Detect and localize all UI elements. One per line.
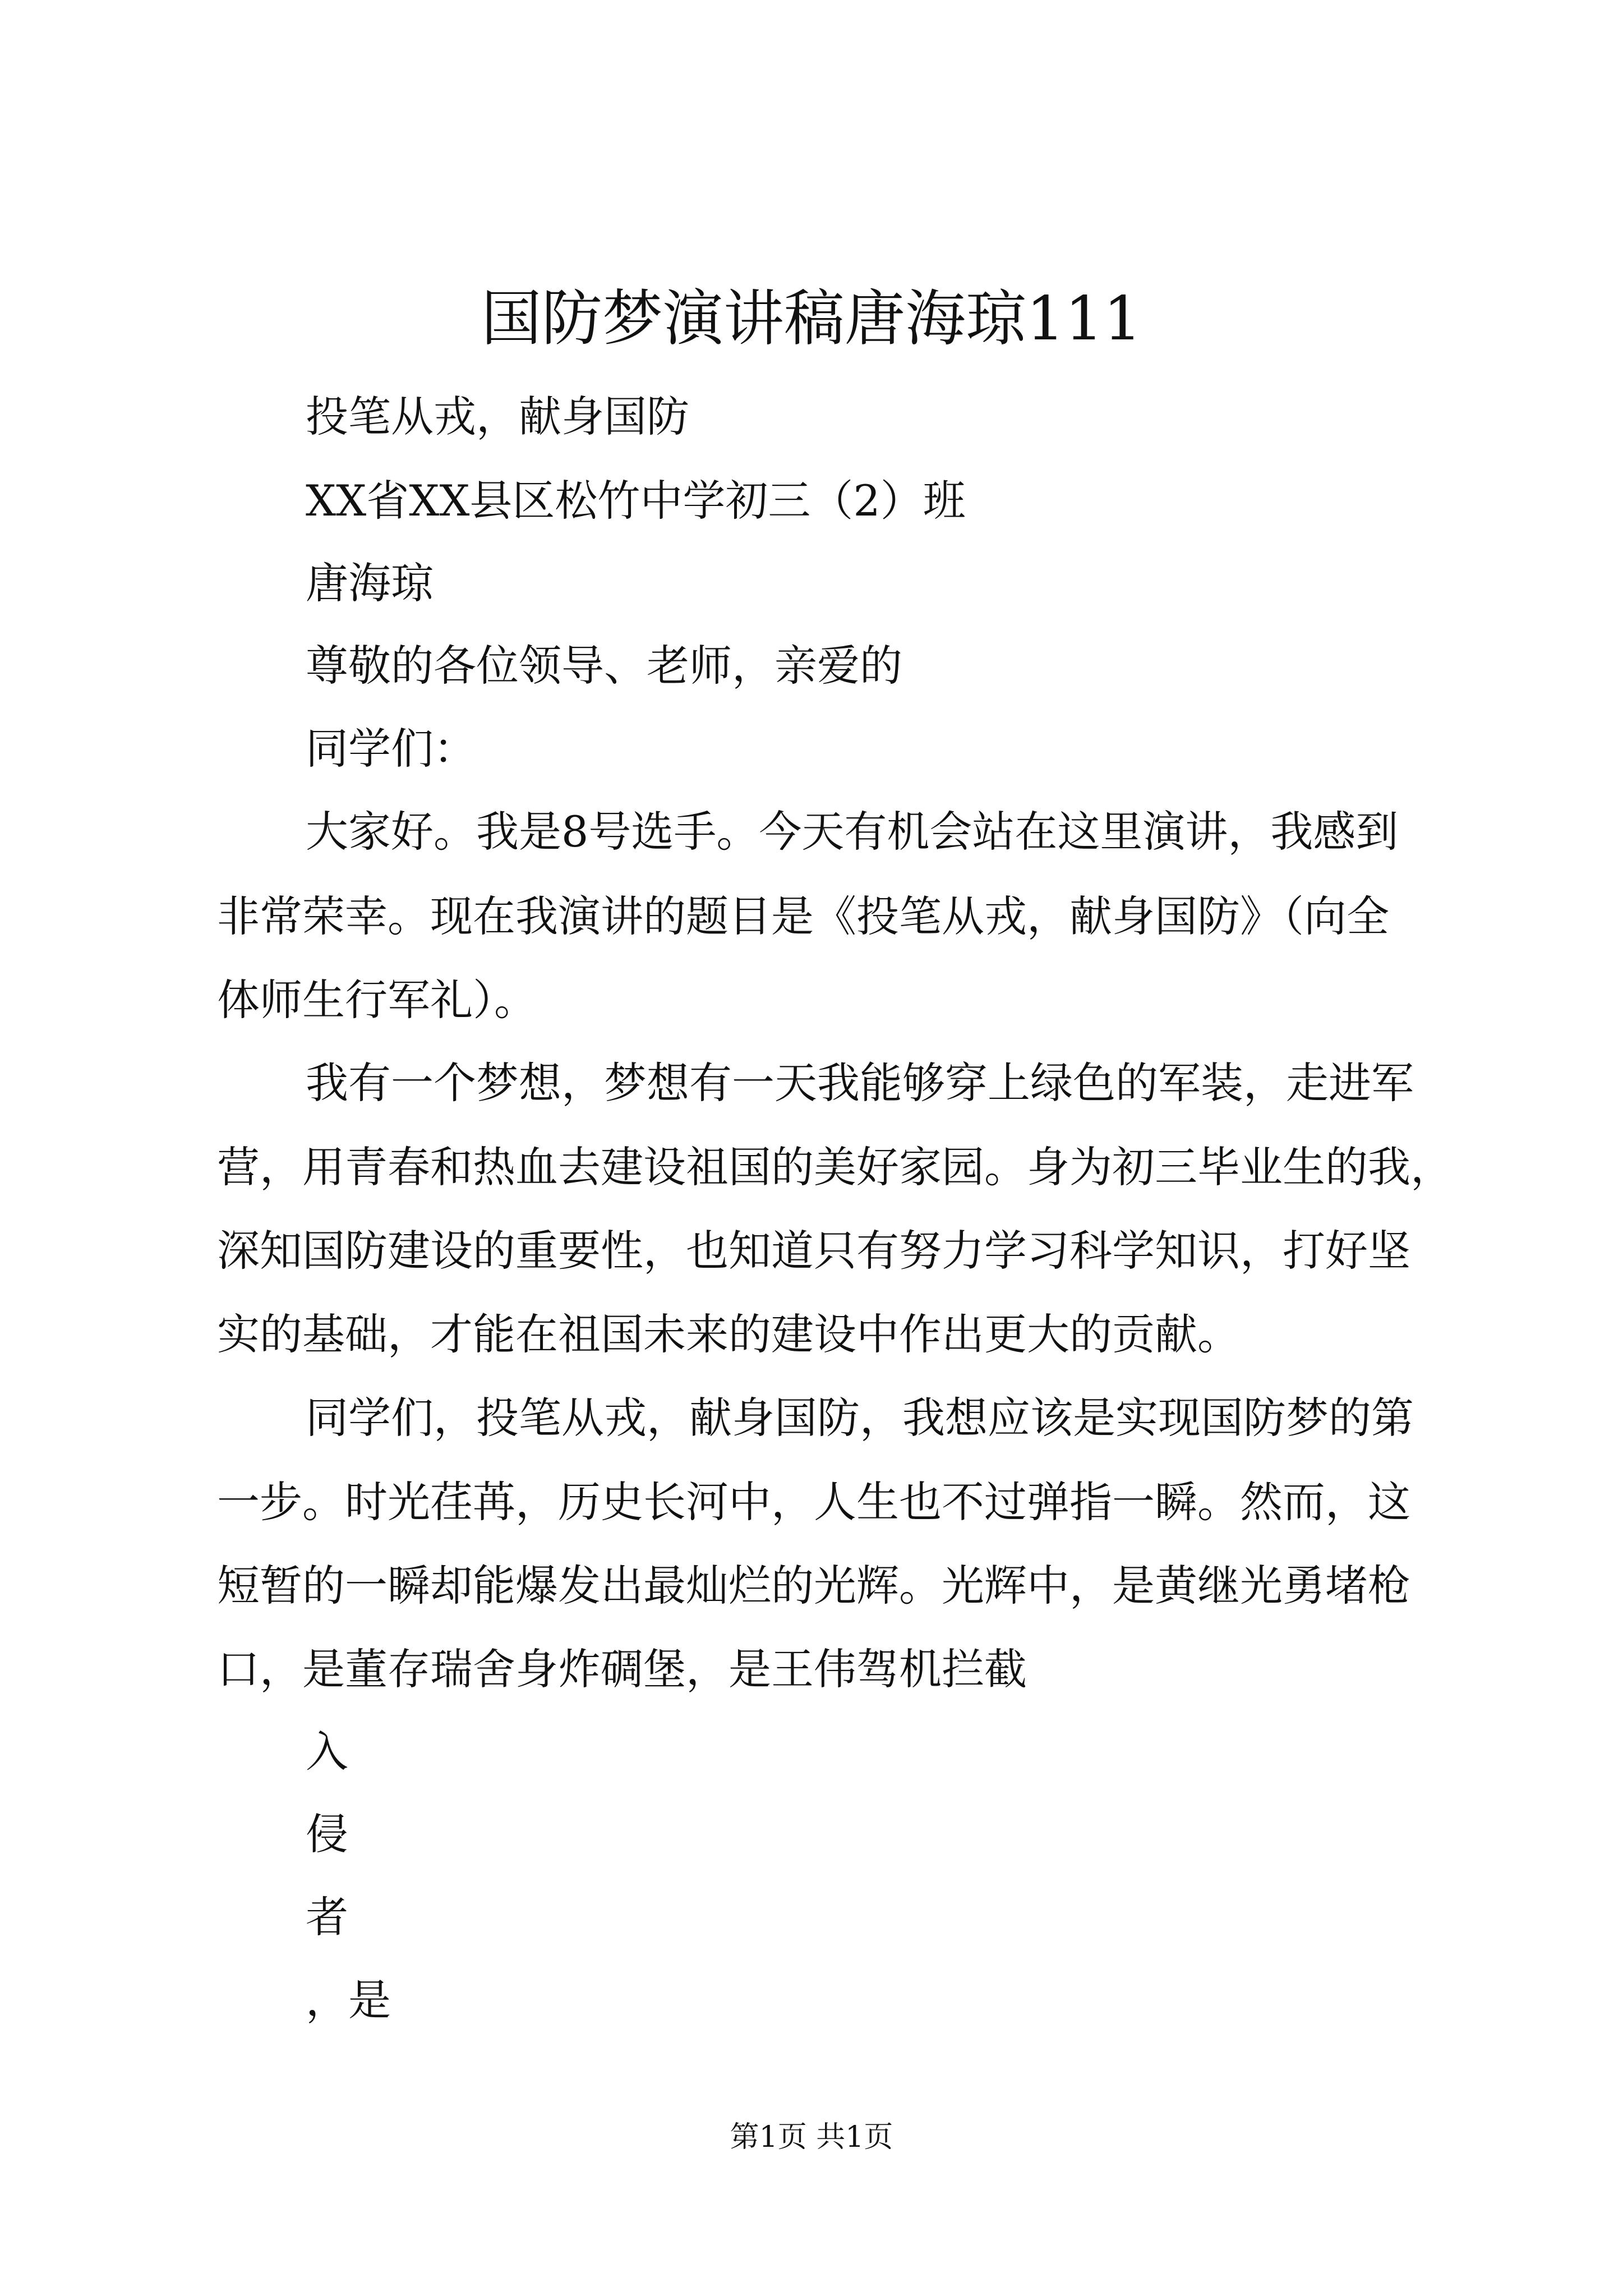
paragraph-1-line-3: 体师生行军礼）。 [217,975,537,1025]
paragraph-1-line-2: 非常荣幸。现在我演讲的题目是《投笔从戎，献身国防》（向全 [217,891,1389,941]
paragraph-3-line-4: 口，是董存瑞舍身炸碉堡，是王伟驾机拦截 [217,1644,1027,1694]
vertical-fragment-4: ，是 [306,1975,391,2025]
school-class-line: XX省XX县区松竹中学初三（2）班 [306,476,966,526]
paragraph-2-line-1: 我有一个梦想，梦想有一天我能够穿上绿色的军装，走进军 [306,1058,1414,1108]
paragraph-3-line-2: 一步。时光荏苒，历史长河中，人生也不过弹指一瞬。然而，这 [217,1477,1410,1527]
subtitle-line: 投笔从戎，献身国防 [306,392,689,441]
vertical-fragment-3: 者 [306,1892,348,1942]
page-title: 国防梦演讲稿唐海琼111 [481,284,1142,354]
vertical-fragment-2: 侵 [306,1809,348,1859]
author-line: 唐海琼 [306,558,434,608]
paragraph-2-line-2: 营，用青春和热血去建设祖国的美好家园。身为初三毕业生的我， [217,1142,1453,1192]
paragraph-2-line-3: 深知国防建设的重要性，也知道只有努力学习科学知识，打好坚 [217,1226,1410,1276]
greeting-continuation-line: 同学们： [306,724,476,774]
paragraph-3-line-3: 短暂的一瞬却能爆发出最灿烂的光辉。光辉中，是黄继光勇堵枪 [217,1561,1410,1611]
vertical-fragment-1: 入 [306,1727,348,1777]
greeting-line: 尊敬的各位领导、老师，亲爱的 [306,641,902,691]
paragraph-1-line-1: 大家好。我是8号选手。今天有机会站在这里演讲，我感到 [306,807,1399,857]
paragraph-2-line-4: 实的基础，才能在祖国未来的建设中作出更大的贡献。 [217,1309,1240,1359]
page-footer: 第1页 共1页 [730,2120,893,2154]
paragraph-3-line-1: 同学们，投笔从戎，献身国防，我想应该是实现国防梦的第 [306,1393,1414,1443]
